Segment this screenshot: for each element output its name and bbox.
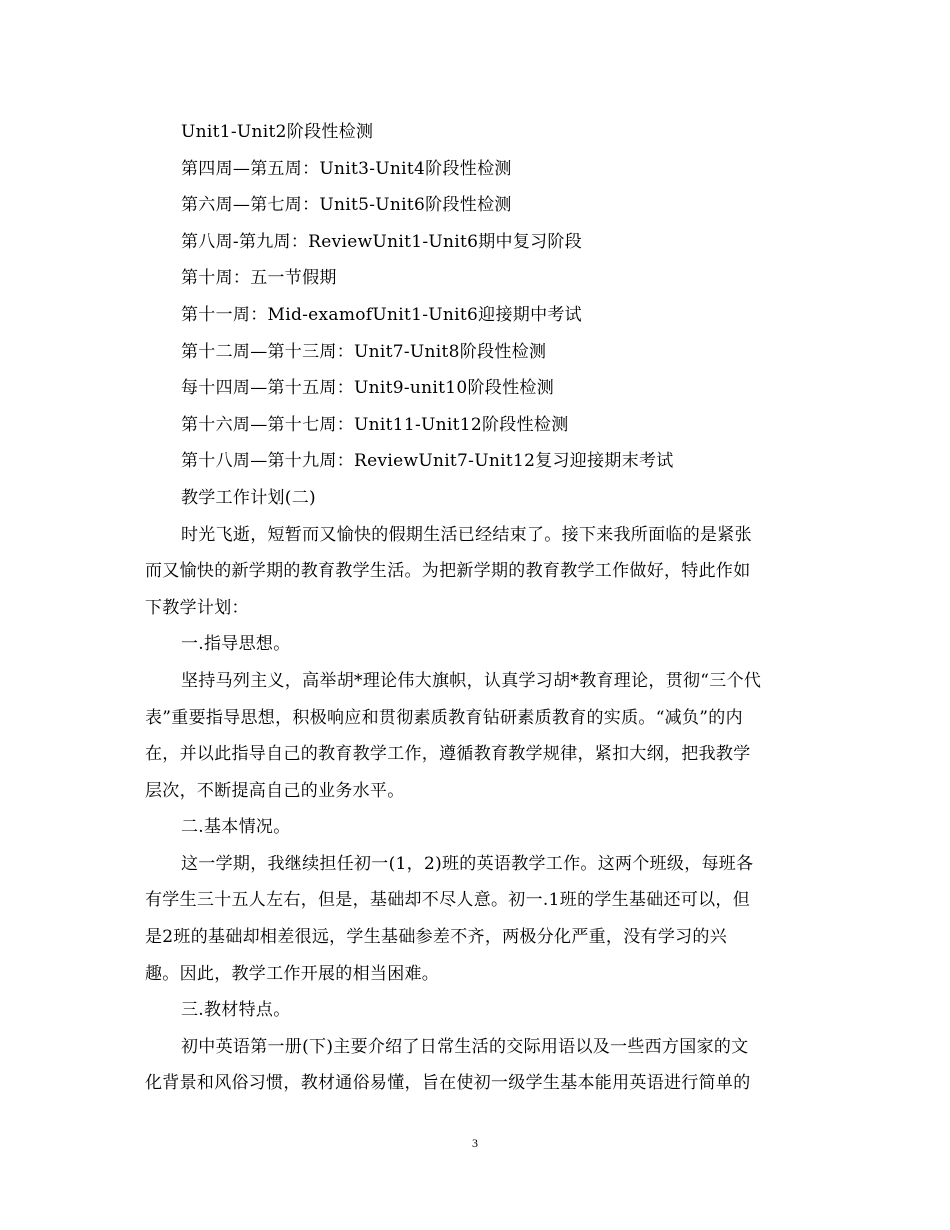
paragraph-line: 有学生三十五人左右，但是，基础却不尽人意。初一.1班的学生基础还可以，但: [145, 890, 751, 911]
paragraph-line: 初中英语第一册(下)主要介绍了日常生活的交际用语以及一些西方国家的文: [181, 1036, 749, 1057]
paragraph-line: 坚持马列主义，高举胡*理论伟大旗帜，认真学习胡*教育理论，贯彻“三个代: [181, 670, 762, 691]
schedule-item: 第十周：五一节假期: [181, 268, 337, 289]
paragraph-line: 表”重要指导思想，积极响应和贯彻素质教育钻研素质教育的实质。“减负”的内: [145, 707, 743, 728]
paragraph-line: 层次，不断提高自己的业务水平。: [145, 780, 405, 801]
schedule-list: [145, 114, 815, 480]
paragraph-line: 趣。因此，教学工作开展的相当困难。: [145, 963, 440, 984]
schedule-item: 第八周-第九周：ReviewUnit1-Unit6期中复习阶段: [181, 231, 583, 252]
heading-basic-situation: 二.基本情况。: [181, 817, 291, 838]
paragraph-line: 化背景和风俗习惯，教材通俗易懂，旨在使初一级学生基本能用英语进行简单的: [145, 1073, 751, 1094]
schedule-item: 第四周—第五周：Unit3-Unit4阶段性检测: [181, 158, 512, 179]
section-title: 教学工作计划(二): [181, 487, 316, 508]
guiding-ideology-paragraph: [145, 663, 815, 809]
paragraph-line: 时光飞逝，短暂而又愉快的假期生活已经结束了。接下来我所面临的是紧张: [181, 524, 752, 545]
heading-textbook-features: 三.教材特点。: [181, 1000, 291, 1021]
page-number: 3: [472, 1136, 478, 1150]
schedule-item: 第六周—第七周：Unit5-Unit6阶段性检测: [181, 195, 512, 216]
document-body: [145, 114, 815, 1102]
paragraph-line: 这一学期，我继续担任初一(1，2)班的英语教学工作。这两个班级，每班各: [181, 853, 754, 874]
paragraph-line: 是2班的基础却相差很远，学生基础参差不齐，两极分化严重，没有学习的兴: [145, 927, 728, 948]
textbook-features-paragraph: [145, 1029, 815, 1102]
basic-situation-paragraph: [145, 846, 815, 992]
schedule-item: Unit1-Unit2阶段性检测: [181, 122, 374, 142]
heading-guiding-ideology: 一.指导思想。: [181, 634, 291, 655]
paragraph-line: 而又愉快的新学期的教育教学生活。为把新学期的教育教学工作做好，特此作如: [145, 561, 751, 582]
intro-paragraph: [145, 517, 815, 627]
schedule-item: 第十八周—第十九周：ReviewUnit7-Unit12复习迎接期末考试: [181, 451, 674, 472]
schedule-item: 第十一周：Mid-examofUnit1-Unit6迎接期中考试: [181, 304, 582, 325]
paragraph-line: 下教学计划：: [145, 597, 249, 618]
paragraph-line: 在，并以此指导自己的教育教学工作，遵循教育教学规律，紧扣大纲，把我教学: [145, 744, 751, 765]
schedule-item: 第十二周—第十三周：Unit7-Unit8阶段性检测: [181, 341, 547, 362]
schedule-item: 第十六周—第十七周：Unit11-Unit12阶段性检测: [181, 414, 569, 435]
schedule-item: 每十四周—第十五周：Unit9-unit10阶段性检测: [181, 378, 555, 399]
